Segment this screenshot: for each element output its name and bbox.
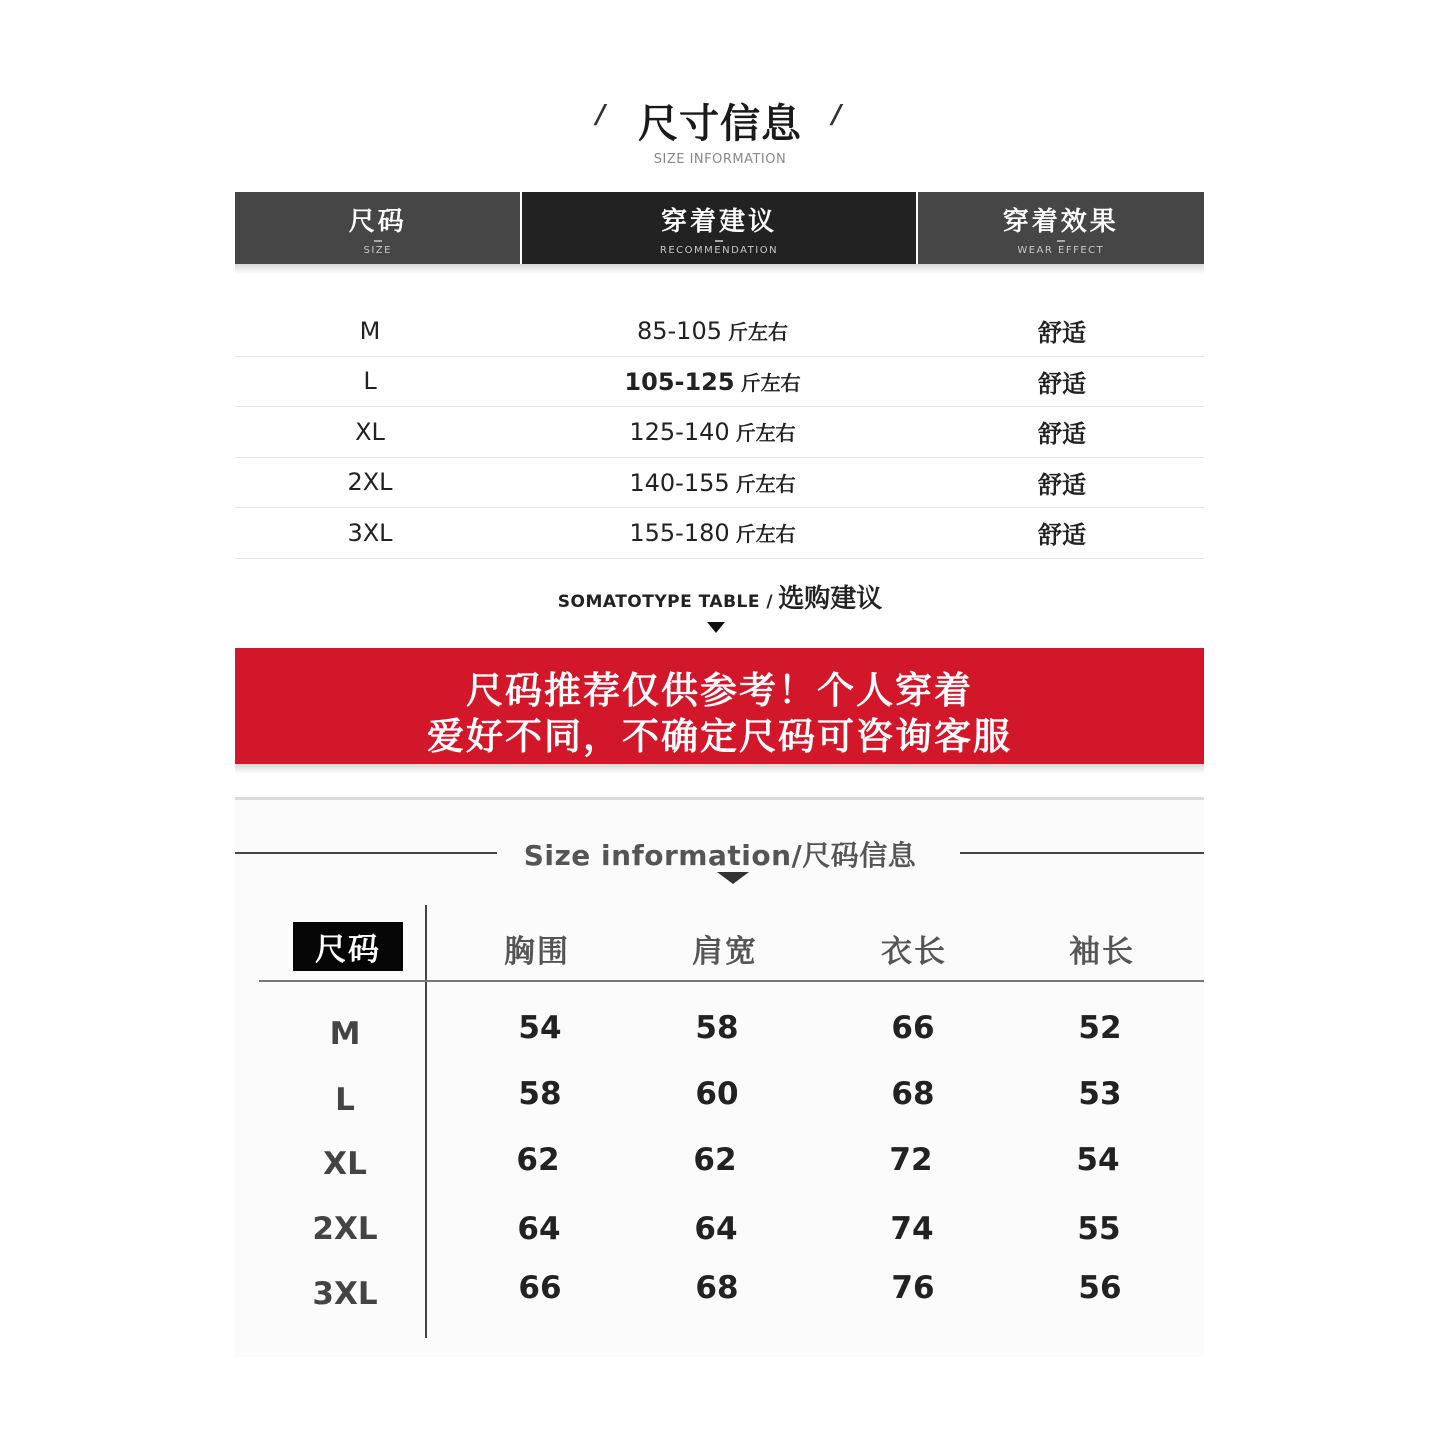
header-size-zh: 尺码 xyxy=(348,206,407,237)
column-header-length: 衣长 xyxy=(881,934,947,970)
weight-range: 125-140 xyxy=(629,418,730,447)
column-header-shoulder: 肩宽 xyxy=(692,934,758,970)
size-info-title: Size information/尺码信息 xyxy=(523,839,917,872)
recommendation-table-header xyxy=(235,192,1204,264)
page-title-block xyxy=(0,92,1440,172)
table-horizontal-divider xyxy=(259,980,1204,982)
table-cell: 52 xyxy=(1078,1010,1122,1046)
banner-shadow xyxy=(235,764,1204,774)
title-slash-left: / xyxy=(596,100,606,130)
header-divider xyxy=(374,240,382,242)
table-cell: 64 xyxy=(517,1211,561,1247)
table-cell: 62 xyxy=(516,1142,560,1178)
column-header-sleeve: 袖长 xyxy=(1069,934,1135,970)
column-header-chest: 胸围 xyxy=(504,934,570,970)
row-weight xyxy=(505,518,920,547)
notice-banner xyxy=(235,648,1204,764)
header-wear-effect-en: WEAR EFFECT xyxy=(1017,244,1105,256)
header-shadow xyxy=(235,264,1204,274)
row-size-label: L xyxy=(335,1082,355,1118)
caret-down-icon xyxy=(717,872,749,884)
caret-down-icon xyxy=(707,622,725,633)
row-weight xyxy=(505,367,920,396)
header-divider xyxy=(715,240,723,242)
header-wear-effect-zh: 穿着效果 xyxy=(1002,206,1119,237)
table-cell: 72 xyxy=(889,1142,933,1178)
notice-line-1: 尺码推荐仅供参考！个人穿着 xyxy=(466,669,973,712)
row-size: XL xyxy=(355,417,385,446)
row-weight xyxy=(505,316,920,345)
weight-unit: 斤左右 xyxy=(735,471,796,496)
row-size-label: M xyxy=(329,1016,361,1052)
weight-unit: 斤左右 xyxy=(740,370,801,395)
somatotype-en: SOMATOTYPE TABLE / xyxy=(557,592,774,612)
table-cell: 55 xyxy=(1077,1211,1121,1247)
size-column-header: 尺码 xyxy=(293,922,403,971)
header-size-en: SIZE xyxy=(363,244,392,256)
table-row xyxy=(235,407,1204,458)
weight-range: 155-180 xyxy=(629,519,730,548)
table-cell: 58 xyxy=(695,1010,739,1046)
table-cell: 56 xyxy=(1078,1270,1122,1306)
notice-line-2: 爱好不同，不确定尺码可咨询客服 xyxy=(427,715,1012,758)
table-cell: 64 xyxy=(694,1211,738,1247)
table-cell: 68 xyxy=(891,1076,935,1112)
table-vertical-divider xyxy=(425,905,427,1338)
row-size-label: 3XL xyxy=(312,1276,378,1312)
header-divider xyxy=(1057,240,1065,242)
header-wear-effect xyxy=(918,192,1204,264)
table-cell: 54 xyxy=(1076,1142,1120,1178)
row-weight xyxy=(505,417,920,446)
table-row xyxy=(235,458,1204,509)
row-effect: 舒适 xyxy=(1038,369,1086,398)
table-cell: 54 xyxy=(518,1010,562,1046)
table-cell: 66 xyxy=(891,1010,935,1046)
weight-unit: 斤左右 xyxy=(735,421,796,446)
somatotype-zh: 选购建议 xyxy=(778,584,883,614)
weight-range: 140-155 xyxy=(629,468,730,497)
row-weight xyxy=(505,468,920,497)
header-recommendation xyxy=(522,192,915,264)
header-recommendation-en: RECOMMENDATION xyxy=(659,244,779,256)
somatotype-caption xyxy=(0,578,1440,615)
table-row xyxy=(235,306,1204,357)
header-recommendation-zh: 穿着建议 xyxy=(660,206,777,237)
row-effect: 舒适 xyxy=(1038,319,1086,348)
row-size: M xyxy=(359,316,381,345)
row-effect: 舒适 xyxy=(1038,470,1086,499)
table-cell: 58 xyxy=(518,1076,562,1112)
row-size: L xyxy=(363,367,377,396)
recommendation-table-body xyxy=(235,306,1204,559)
page-title: 尺寸信息 xyxy=(638,101,802,147)
header-size xyxy=(235,192,520,264)
table-cell: 76 xyxy=(891,1270,935,1306)
row-size-label: 2XL xyxy=(312,1211,378,1247)
page-subtitle: SIZE INFORMATION xyxy=(653,152,787,167)
row-size-label: XL xyxy=(323,1146,367,1182)
table-cell: 74 xyxy=(890,1211,934,1247)
table-row xyxy=(235,357,1204,408)
table-cell: 53 xyxy=(1078,1076,1122,1112)
weight-range: 105-125 xyxy=(624,367,735,396)
row-effect: 舒适 xyxy=(1038,521,1086,550)
row-size: 3XL xyxy=(347,518,393,547)
table-row xyxy=(235,508,1204,559)
table-cell: 60 xyxy=(695,1076,739,1112)
title-slash-right: / xyxy=(832,100,842,130)
table-cell: 62 xyxy=(693,1142,737,1178)
table-cell: 68 xyxy=(695,1270,739,1306)
weight-unit: 斤左右 xyxy=(735,522,796,547)
table-cell: 66 xyxy=(518,1270,562,1306)
row-size: 2XL xyxy=(347,468,393,497)
row-effect: 舒适 xyxy=(1038,420,1086,449)
weight-range: 85-105 xyxy=(636,317,722,346)
weight-unit: 斤左右 xyxy=(728,320,788,345)
